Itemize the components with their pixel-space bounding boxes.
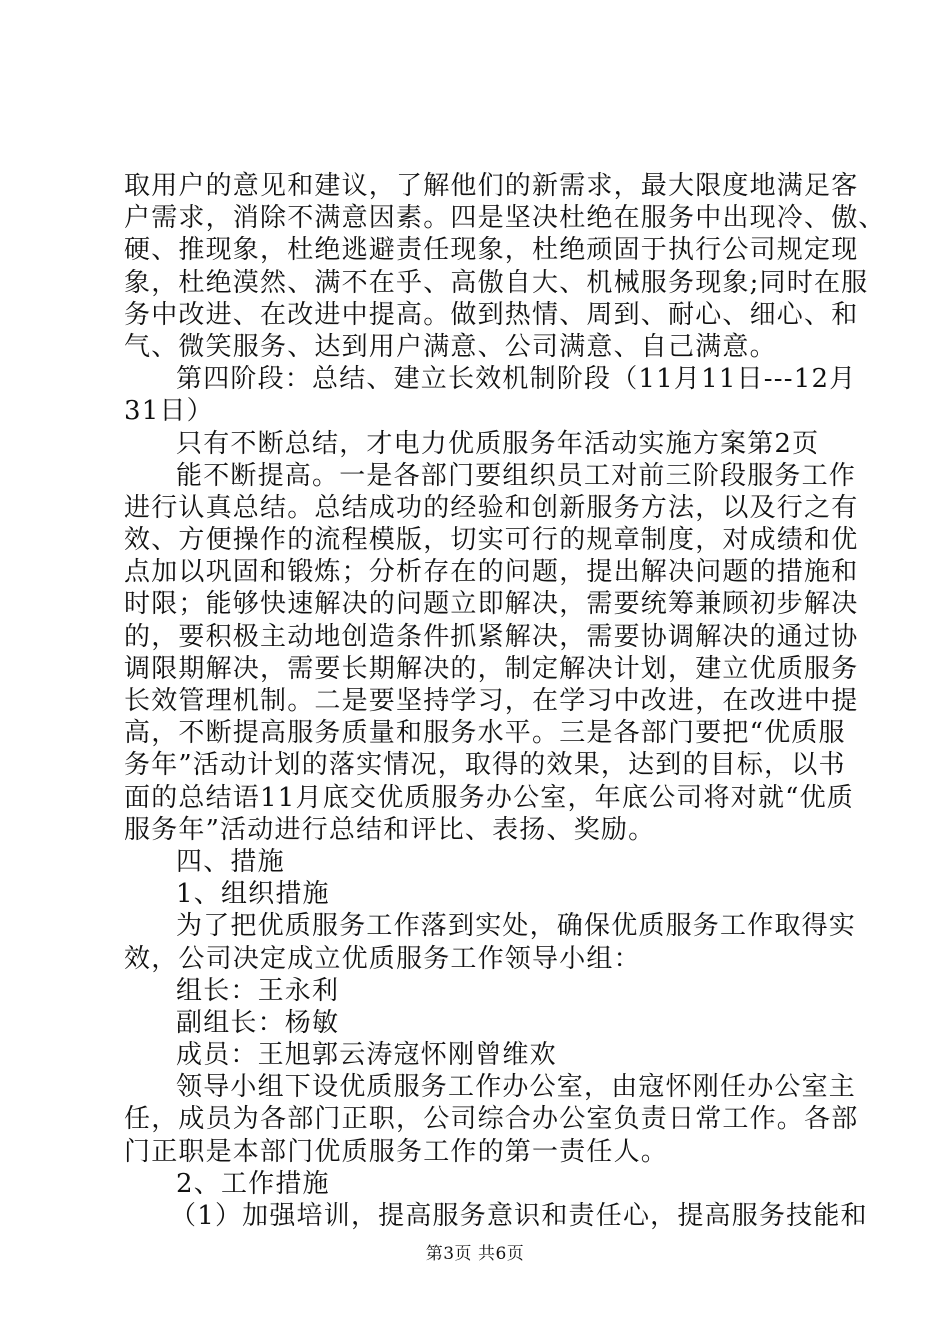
text-line: 1、组织措施 <box>176 879 330 910</box>
text-line: 的，要积极主动地创造条件抓紧解决，需要协调解决的通过协 <box>124 621 859 652</box>
text-line: 进行认真总结。总结成功的经验和创新服务方法，以及行之有 <box>124 492 859 523</box>
text-line: 户需求，消除不满意因素。四是坚决杜绝在服务中出现冷、傲、 <box>124 203 886 234</box>
text-line: 调限期解决，需要长期解决的，制定解决计划，建立优质服务 <box>124 653 859 684</box>
text-line: 31日） <box>124 396 214 427</box>
text-line: 第四阶段：总结、建立长效机制阶段（11月11日---12月 <box>176 364 857 395</box>
text-line: 2、工作措施 <box>176 1168 330 1199</box>
text-line: 成员：王旭郭云涛寇怀刚曾维欢 <box>176 1040 557 1071</box>
text-line: 硬、推现象，杜绝逃避责任现象，杜绝顽固于执行公司规定现 <box>124 235 859 266</box>
page-footer: 第3页 共6页 <box>425 1244 525 1264</box>
text-line: 点加以巩固和锻炼；分析存在的问题，提出解决问题的措施和 <box>124 557 859 588</box>
text-line: 能不断提高。一是各部门要组织员工对前三阶段服务工作 <box>176 460 857 491</box>
text-line: 面的总结语11月底交优质服务办公室，年底公司将对就“优质 <box>124 782 854 813</box>
text-line: 高，不断提高服务质量和服务水平。三是各部门要把“优质服 <box>124 718 846 749</box>
text-line: 气、微笑服务、达到用户满意、公司满意、自己满意。 <box>124 331 777 362</box>
text-line: 时限；能够快速解决的问题立即解决，需要统筹兼顾初步解决 <box>124 589 859 620</box>
text-line: （1）加强培训，提高服务意识和责任心，提高服务技能和 <box>170 1201 868 1231</box>
text-line: 领导小组下设优质服务工作办公室，由寇怀刚任办公室主 <box>176 1072 857 1103</box>
text-line: 门正职是本部门优质服务工作的第一责任人。 <box>124 1136 669 1167</box>
text-line: 效，公司决定成立优质服务工作领导小组： <box>124 943 641 974</box>
text-line: 副组长：杨敏 <box>176 1007 340 1038</box>
text-line: 象，杜绝漠然、满不在乎、高傲自大、机械服务现象;同时在服 <box>124 267 869 298</box>
text-line: 为了把优质服务工作落到实处，确保优质服务工作取得实 <box>176 911 857 942</box>
text-line: 长效管理机制。二是要坚持学习，在学习中改进，在改进中提 <box>124 686 859 716</box>
text-line: 组长：王永利 <box>176 975 340 1006</box>
document-body <box>124 170 886 1232</box>
text-line: 务中改进、在改进中提高。做到热情、周到、耐心、细心、和 <box>124 299 859 330</box>
text-line: 取用户的意见和建议，了解他们的新需求，最大限度地满足客 <box>124 171 859 201</box>
text-line: 四、措施 <box>176 846 285 877</box>
text-line: 务年”活动计划的落实情况，取得的效果，达到的目标，以书 <box>124 750 846 781</box>
text-line: 只有不断总结，才电力优质服务年活动实施方案第2页 <box>176 428 820 459</box>
text-line: 服务年”活动进行总结和评比、表扬、奖励。 <box>124 814 656 845</box>
text-line: 效、方便操作的流程模版，切实可行的规章制度，对成绩和优 <box>124 525 859 556</box>
text-line: 任，成员为各部门正职，公司综合办公室负责日常工作。各部 <box>124 1104 859 1135</box>
